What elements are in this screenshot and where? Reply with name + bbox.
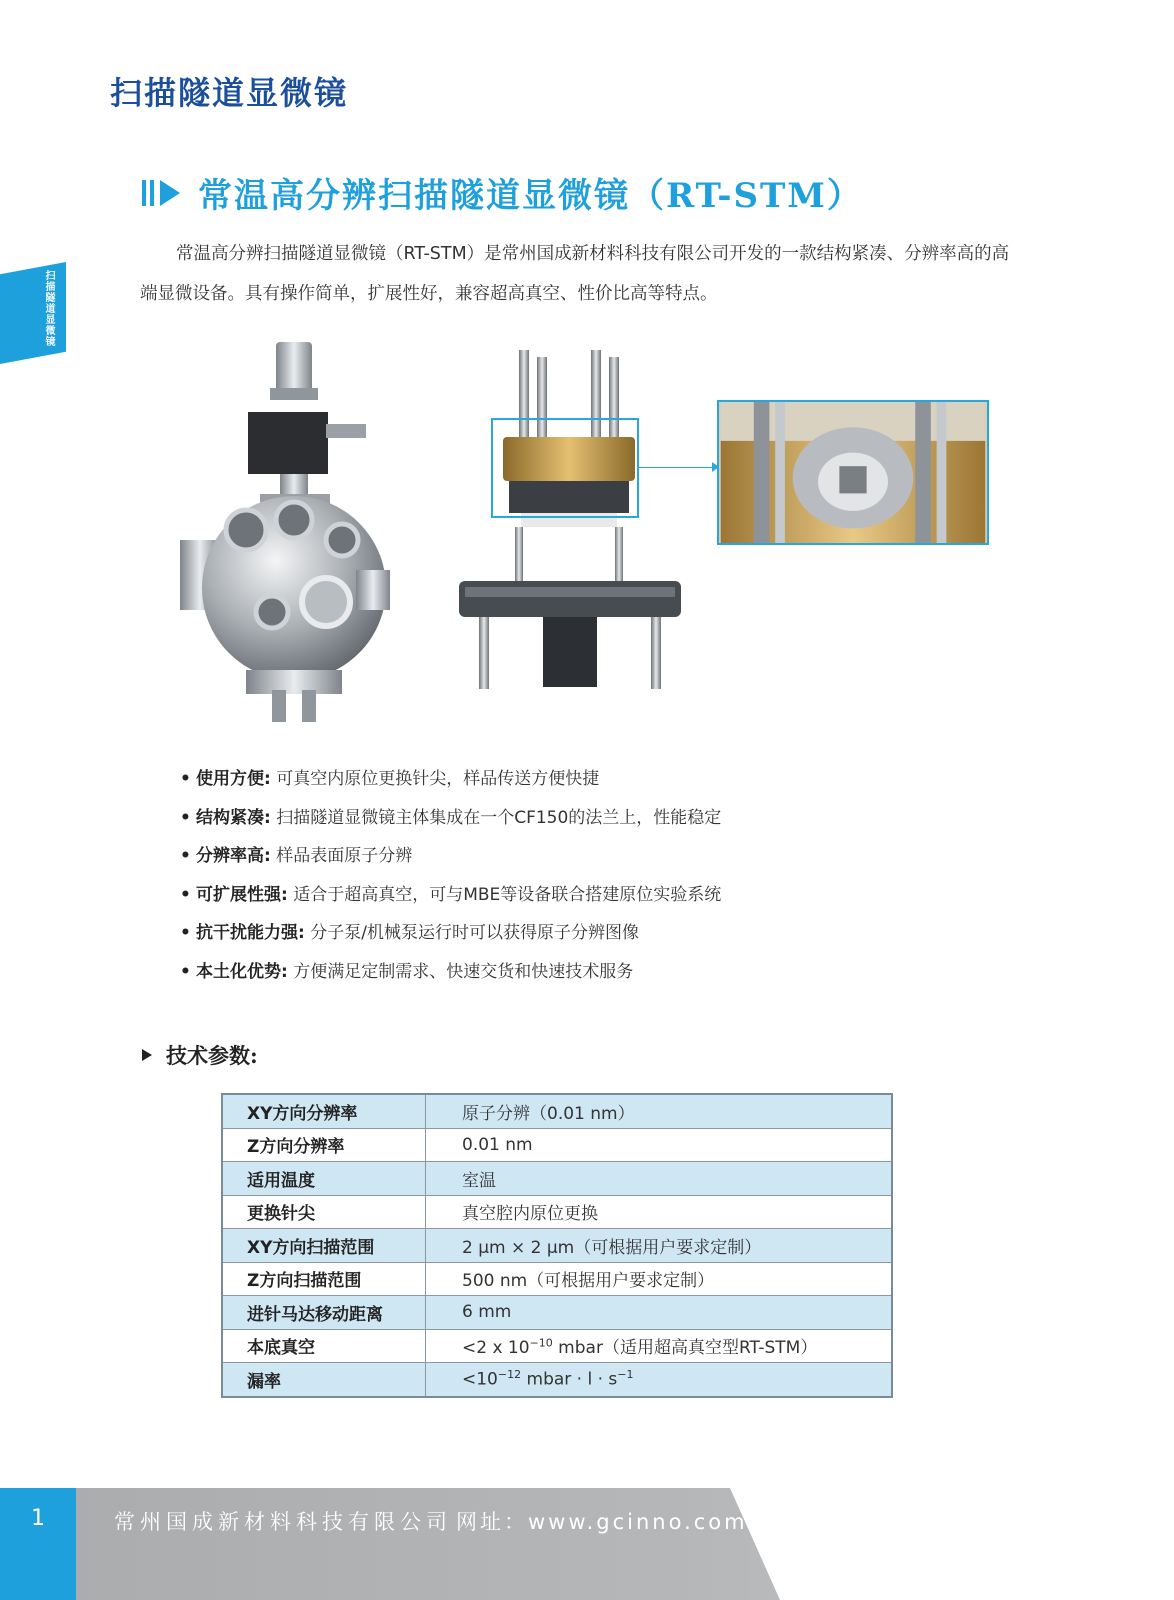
section-heading [142,168,863,217]
zoom-connector-line [639,467,717,468]
stm-head-closeup-photo [717,400,989,545]
spec-value-pre: <10 [462,1370,498,1391]
spec-key: XY方向分辨率 [222,1094,426,1128]
feature-text: 分子泵/机械泵运行时可以获得原子分辨图像 [304,923,639,943]
spec-value: 0.01 nm [426,1128,893,1162]
side-tab-label: 扫描隧道显微镜 [43,270,54,347]
feature-key: 结构紧凑: [196,807,271,828]
table-row [222,1162,892,1196]
table-row [222,1229,892,1263]
spec-value: 真空腔内原位更换 [426,1195,893,1229]
side-tab [0,262,66,364]
feature-item: • 结构紧凑: 扫描隧道显微镜主体集成在一个CF150的法兰上，性能稳定 [180,807,722,828]
spec-value: 2 μm × 2 μm（可根据用户要求定制） [426,1229,893,1263]
spec-value: 原子分辨（0.01 nm） [426,1094,893,1128]
table-row [222,1329,892,1363]
feature-key: 本土化优势: [196,961,288,982]
feature-text: 适合于超高真空，可与MBE等设备联合搭建原位实验系统 [287,884,722,905]
spec-key: XY方向扫描范围 [222,1229,426,1263]
feature-item: • 本土化优势: 方便满足定制需求、快速交货和快速技术服务 [180,961,634,982]
spec-key: 进针马达移动距离 [222,1296,426,1330]
spec-value-post: mbar · l · s [521,1370,618,1391]
spec-key: Z方向分辨率 [222,1128,426,1162]
footer-page-box [0,1488,76,1600]
spec-key: 本底真空 [222,1329,426,1363]
params-heading-text: 技术参数: [166,1043,258,1068]
zoom-highlight-box [491,418,639,518]
feature-item: • 抗干扰能力强: 分子泵/机械泵运行时可以获得原子分辨图像 [180,923,639,943]
spec-value-post: mbar（适用超高真空型RT-STM） [552,1338,818,1359]
spec-value [426,1363,893,1397]
feature-item: • 可扩展性强: 适合于超高真空，可与MBE等设备联合搭建原位实验系统 [180,884,722,905]
spec-value-exponent: −10 [529,1336,553,1350]
feature-list [180,760,721,991]
params-heading [142,1040,258,1070]
feature-key: 分辨率高: [196,846,271,866]
triangle-bullet-icon [142,1049,152,1061]
table-row [222,1296,892,1330]
spec-value: 室温 [426,1162,893,1196]
spec-value: 6 mm [426,1296,893,1330]
footer-bar [0,1488,1174,1600]
section-title: 常温高分辨扫描隧道显微镜（RT-STM） [198,176,863,216]
page-title: 扫描隧道显微镜 [110,74,349,112]
table-row [222,1262,892,1296]
table-row [222,1363,892,1397]
footer-website[interactable]: 网址：www.gcinno.com [456,1510,748,1534]
spec-value [426,1329,893,1363]
vacuum-chamber-photo [176,340,404,725]
spec-value-exponent: −12 [497,1368,522,1382]
spec-key: 更换针尖 [222,1195,426,1229]
spec-key: 漏率 [222,1363,426,1397]
table-row [222,1094,892,1128]
spec-value: 500 nm（可根据用户要求定制） [426,1262,893,1296]
spec-value-pre: <2 x 10 [462,1338,530,1359]
footer-company: 常州国成新材料科技有限公司 [114,1510,452,1534]
feature-key: 可扩展性强: [196,884,288,905]
spec-value-exponent-2: −1 [617,1368,634,1382]
spec-key: 适用温度 [222,1162,426,1196]
feature-key: 抗干扰能力强: [196,923,305,943]
feature-text: 可真空内原位更换针尖，样品传送方便快捷 [270,769,600,789]
feature-text: 样品表面原子分辨 [270,846,413,866]
feature-text: 扫描隧道显微镜主体集成在一个CF150的法兰上，性能稳定 [270,807,722,828]
page-number: 1 [31,1506,45,1531]
table-row [222,1195,892,1229]
feature-text: 方便满足定制需求、快速交货和快速技术服务 [287,961,634,982]
spec-key: Z方向扫描范围 [222,1262,426,1296]
table-row [222,1128,892,1162]
intro-paragraph: 常温高分辨扫描隧道显微镜（RT-STM）是常州国成新材料科技有限公司开发的一款结构紧凑、分辨率高的高端显微设备。具有操作简单，扩展性好，兼容超高真空、性价比高等特点。 [140,244,1010,304]
feature-item: • 分辨率高: 样品表面原子分辨 [180,846,413,866]
spec-table [221,1093,893,1398]
feature-key: 使用方便: [196,769,271,789]
section-marker-icon [142,180,184,206]
feature-item: • 使用方便: 可真空内原位更换针尖，样品传送方便快捷 [180,769,600,789]
